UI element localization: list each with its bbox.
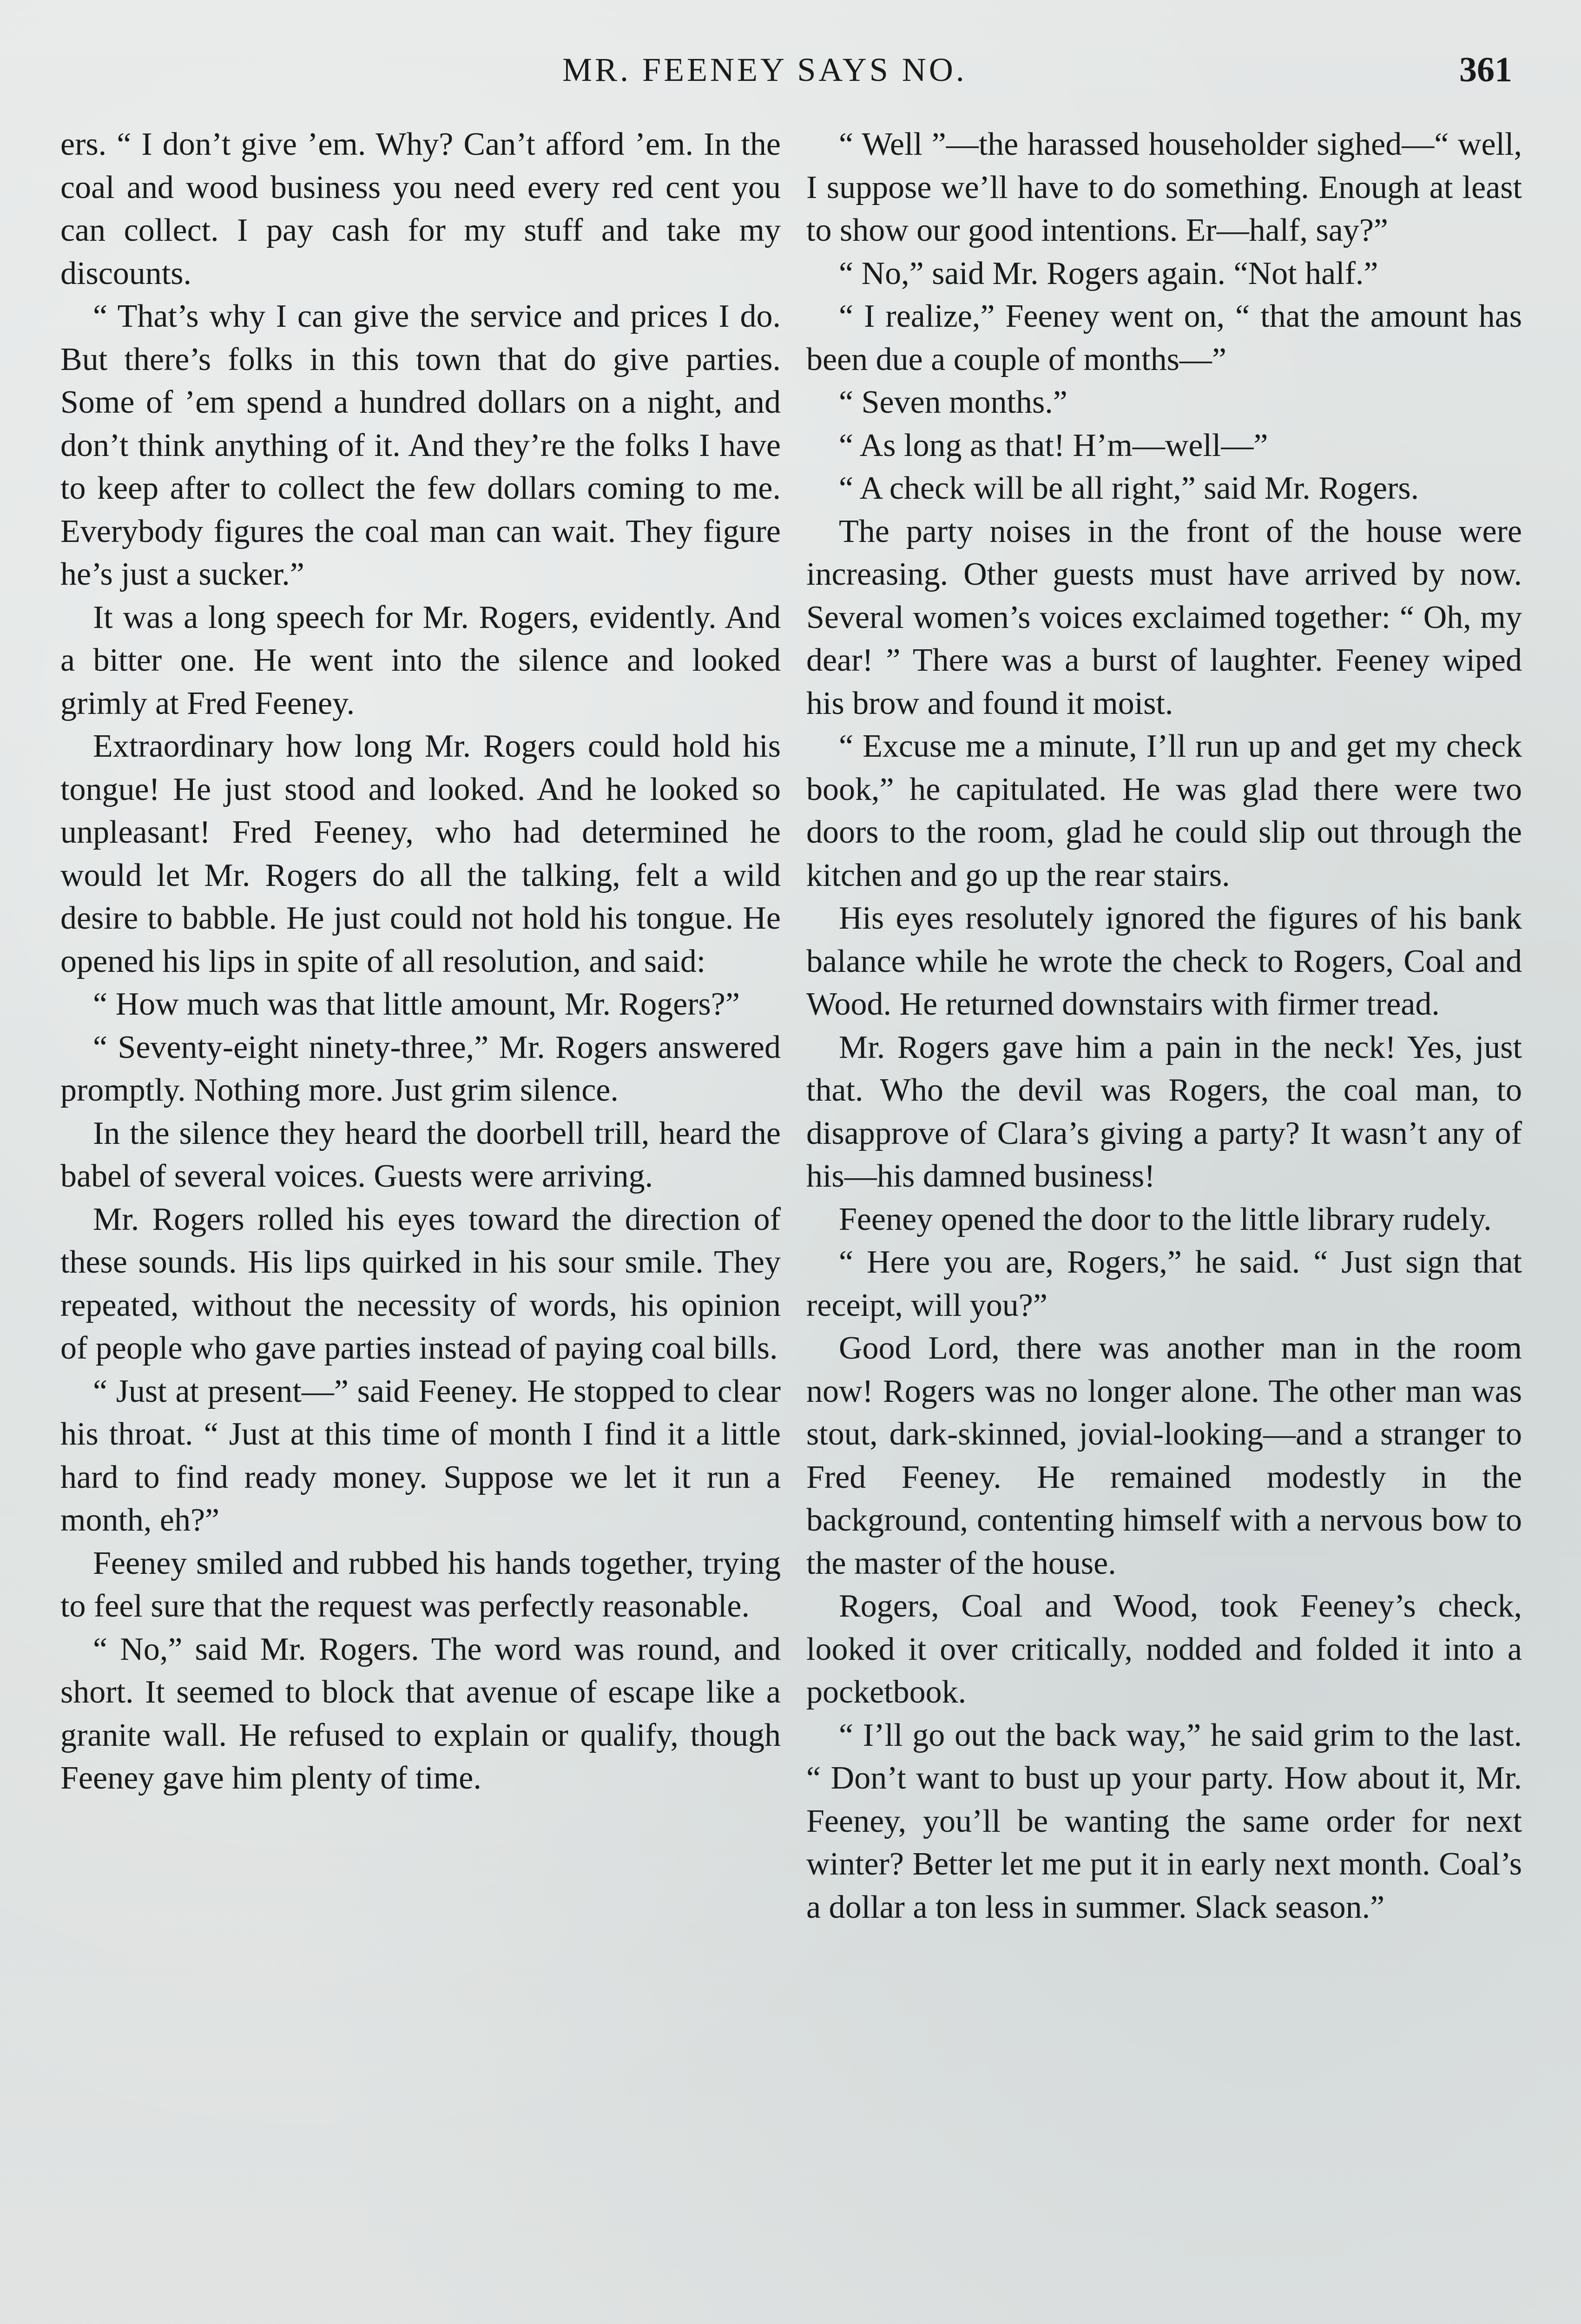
paragraph: Mr. Rogers rolled his eyes toward the direction of these sounds. His lips quirked in his sour smile. They repeated, without the necessity of words, his opinion of people who gave parties instead of paying coal bills. xyxy=(60,1201,781,1366)
paragraph: It was a long speech for Mr. Rogers, evidently. And a bitter one. He went into the silence and looked grimly at Fred Feeney. xyxy=(60,599,781,721)
paragraph: “ How much was that little amount, Mr. Rogers?” xyxy=(93,986,740,1022)
paragraph: “ No,” said Mr. Rogers again. “Not half.” xyxy=(839,255,1378,291)
paragraph: “ Here you are, Rogers,” he said. “ Just sign that receipt, will you?” xyxy=(806,1244,1522,1323)
paragraph: Feeney opened the door to the little library rudely. xyxy=(839,1201,1492,1237)
text-column-right xyxy=(806,123,1522,1929)
paragraph: “ Seven months.” xyxy=(839,384,1067,420)
paragraph: “ A check will be all right,” said Mr. Rogers. xyxy=(839,470,1419,506)
paragraph: Good Lord, there was another man in the room now! Rogers was no longer alone. The other man was stout, dark-skinned, jovial-looking—and a stranger to Fred Feeney. He remained modestly in the background, contenting himself with a nervous bow to the master of the house. xyxy=(806,1330,1522,1581)
page-number: 361 xyxy=(1459,50,1512,89)
paragraph: “ Just at present—” said Feeney. He stopped to clear his throat. “ Just at this time of month I find it a little hard to find ready money. Suppose we let it run a month, eh?” xyxy=(60,1373,781,1538)
paragraph: “ I realize,” Feeney went on, “ that the amount has been due a couple of months—” xyxy=(806,298,1522,377)
paragraph: “ I’ll go out the back way,” he said grim to the last. “ Don’t want to bust up your party. How about it, Mr. Feeney, you’ll be wanting the same order for next winter? Better let me put it in early next month. Coal’s a dollar a ton less in summer. Slack season.” xyxy=(806,1717,1522,1925)
paragraph: “ Seventy-eight ninety-three,” Mr. Rogers answered promptly. Nothing more. Just grim silence. xyxy=(60,1029,781,1108)
paragraph: Extraordinary how long Mr. Rogers could hold his tongue! He just stood and looked. And he looked so unpleasant! Fred Feeney, who had determined he would let Mr. Rogers do all the talking, felt a wild desire to babble. He just could not hold his tongue. He opened his lips in spite of all resolution, and said: xyxy=(60,728,781,979)
paragraph: “ Excuse me a minute, I’ll run up and get my check book,” he capitulated. He was glad there were two doors to the room, glad he could slip out through the kitchen and go up the rear stairs. xyxy=(806,728,1522,893)
text-column-left xyxy=(60,123,781,1800)
page-header xyxy=(0,46,1581,98)
paragraph: Mr. Rogers gave him a pain in the neck! Yes, just that. Who the devil was Rogers, the coal man, to disapprove of Clara’s giving a party? It wasn’t any of his—his damned business! xyxy=(806,1029,1522,1194)
paragraph: In the silence they heard the doorbell trill, heard the babel of several voices. Guests were arriving. xyxy=(60,1115,781,1194)
paragraph: His eyes resolutely ignored the figures of his bank balance while he wrote the check to Rogers, Coal and Wood. He returned downstairs with firmer tread. xyxy=(806,900,1522,1022)
paragraph: “ No,” said Mr. Rogers. The word was round, and short. It seemed to block that avenue of escape like a granite wall. He refused to explain or qualify, though Feeney gave him plenty of time. xyxy=(60,1631,781,1796)
paragraph: The party noises in the front of the house were increasing. Other guests must have arrived by now. Several women’s voices exclaimed together: “ Oh, my dear! ” There was a burst of laughter. Feeney wiped his brow and found it moist. xyxy=(806,513,1522,721)
running-title: MR. FEENEY SAYS NO. xyxy=(562,51,967,88)
paragraph: Feeney smiled and rubbed his hands together, trying to feel sure that the request was perfectly reasonable. xyxy=(60,1545,781,1624)
paragraph: ers. “ I don’t give ’em. Why? Can’t afford ’em. In the coal and wood business you need every red cent you can collect. I pay cash for my stuff and take my discounts. xyxy=(60,126,781,291)
paragraph: Rogers, Coal and Wood, took Feeney’s check, looked it over critically, nodded and folded it into a pocketbook. xyxy=(806,1588,1522,1710)
paragraph: “ Well ”—the harassed householder sighed—“ well, I suppose we’ll have to do something. Enough at least to show our good intentions. Er—half, say?” xyxy=(806,126,1522,248)
paragraph: “ That’s why I can give the service and prices I do. But there’s folks in this town that do give parties. Some of ’em spend a hundred dollars on a night, and don’t think anything of it. And they’re the folks I have to keep after to collect the few dollars coming to me. Everybody figures the coal man can wait. They figure he’s just a sucker.” xyxy=(60,298,781,592)
paragraph: “ As long as that! H’m—well—” xyxy=(839,427,1268,463)
